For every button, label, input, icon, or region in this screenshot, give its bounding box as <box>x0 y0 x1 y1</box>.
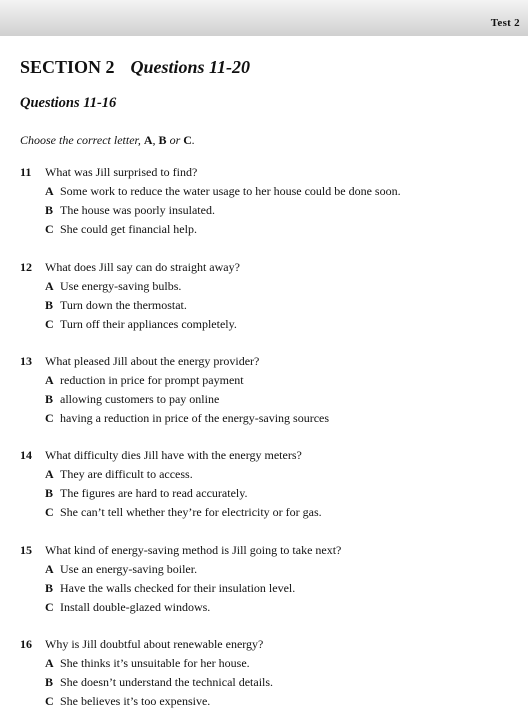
instruction-end: . <box>191 133 195 147</box>
option-letter: C <box>45 222 54 236</box>
question-text: What pleased Jill about the energy provider? <box>45 354 260 368</box>
option-text: She could get financial help. <box>60 222 197 236</box>
question-number: 15 <box>20 543 32 557</box>
question-14 <box>0 448 528 524</box>
option-letter: A <box>45 562 54 576</box>
instruction-sep-2: or <box>166 133 184 147</box>
option-letter: C <box>45 411 54 425</box>
option-letter: B <box>45 298 54 312</box>
instruction-letter-c: C <box>183 133 192 147</box>
question-12 <box>0 260 528 336</box>
question-number: 13 <box>20 354 32 368</box>
option-text: Install double-glazed windows. <box>60 600 211 614</box>
instruction-lead: Choose the correct letter, <box>20 133 144 147</box>
option-text: Turn down the thermostat. <box>60 298 187 312</box>
option-text: Some work to reduce the water usage to her house could be done soon. <box>60 184 401 198</box>
option-text: She thinks it’s unsuitable for her house. <box>60 656 250 670</box>
question-text: What kind of energy-saving method is Jill going to take next? <box>45 543 342 557</box>
question-15 <box>0 543 528 619</box>
option-letter: C <box>45 694 54 708</box>
option-text: having a reduction in price of the energy-saving sources <box>60 411 330 425</box>
option-c <box>0 411 528 430</box>
option-letter: C <box>45 505 54 519</box>
option-text: She doesn’t understand the technical details. <box>60 675 274 689</box>
option-b <box>0 392 528 411</box>
questions-subheading: Questions 11-16 <box>20 95 117 111</box>
option-a <box>0 279 528 298</box>
question-11 <box>0 165 528 241</box>
option-a <box>0 184 528 203</box>
option-c <box>0 222 528 241</box>
option-text: The figures are hard to read accurately. <box>60 486 248 500</box>
question-13 <box>0 354 528 430</box>
instruction-letter-a: A <box>143 133 153 147</box>
option-letter: A <box>45 184 54 198</box>
question-number: 16 <box>20 637 32 651</box>
question-text: Why is Jill doubtful about renewable energy? <box>45 637 264 651</box>
option-letter: A <box>45 656 54 670</box>
question-16 <box>0 637 528 713</box>
option-text: Use energy-saving bulbs. <box>60 279 182 293</box>
instruction-letter-b: B <box>158 133 167 147</box>
question-number: 12 <box>20 260 32 274</box>
question-text: What was Jill surprised to find? <box>45 165 198 179</box>
option-letter: A <box>45 373 54 387</box>
option-text: They are difficult to access. <box>60 467 193 481</box>
option-letter: B <box>45 581 54 595</box>
option-text: The house was poorly insulated. <box>60 203 215 217</box>
option-text: allowing customers to pay online <box>60 392 220 406</box>
option-a <box>0 373 528 392</box>
instruction-sep-1: , <box>152 133 159 147</box>
section-heading <box>20 57 250 78</box>
option-a <box>0 656 528 675</box>
option-letter: B <box>45 675 54 689</box>
header-bar <box>0 0 528 36</box>
option-b <box>0 675 528 694</box>
section-range: Questions 11-20 <box>130 57 251 77</box>
option-c <box>0 505 528 524</box>
option-letter: C <box>45 600 54 614</box>
option-letter: B <box>45 486 54 500</box>
option-b <box>0 203 528 222</box>
option-letter: A <box>45 279 54 293</box>
option-c <box>0 694 528 713</box>
option-letter: C <box>45 317 54 331</box>
option-text: Turn off their appliances completely. <box>60 317 237 331</box>
test-label: Test 2 <box>490 17 520 29</box>
option-a <box>0 562 528 581</box>
option-b <box>0 486 528 505</box>
option-letter: B <box>45 392 54 406</box>
option-letter: A <box>45 467 54 481</box>
option-text: She believes it’s too expensive. <box>60 694 211 708</box>
option-b <box>0 298 528 317</box>
section-title: SECTION 2 <box>20 57 115 77</box>
option-b <box>0 581 528 600</box>
option-text: Have the walls checked for their insulation level. <box>60 581 296 595</box>
option-letter: B <box>45 203 54 217</box>
option-text: Use an energy-saving boiler. <box>60 562 198 576</box>
instructions <box>20 133 195 148</box>
question-text: What does Jill say can do straight away? <box>45 260 240 274</box>
question-number: 14 <box>20 448 32 462</box>
option-c <box>0 600 528 619</box>
option-a <box>0 467 528 486</box>
option-c <box>0 317 528 336</box>
question-text: What difficulty dies Jill have with the energy meters? <box>45 448 302 462</box>
option-text: She can’t tell whether they’re for electricity or for gas. <box>60 505 322 519</box>
option-text: reduction in price for prompt payment <box>60 373 244 387</box>
question-number: 11 <box>20 165 32 179</box>
